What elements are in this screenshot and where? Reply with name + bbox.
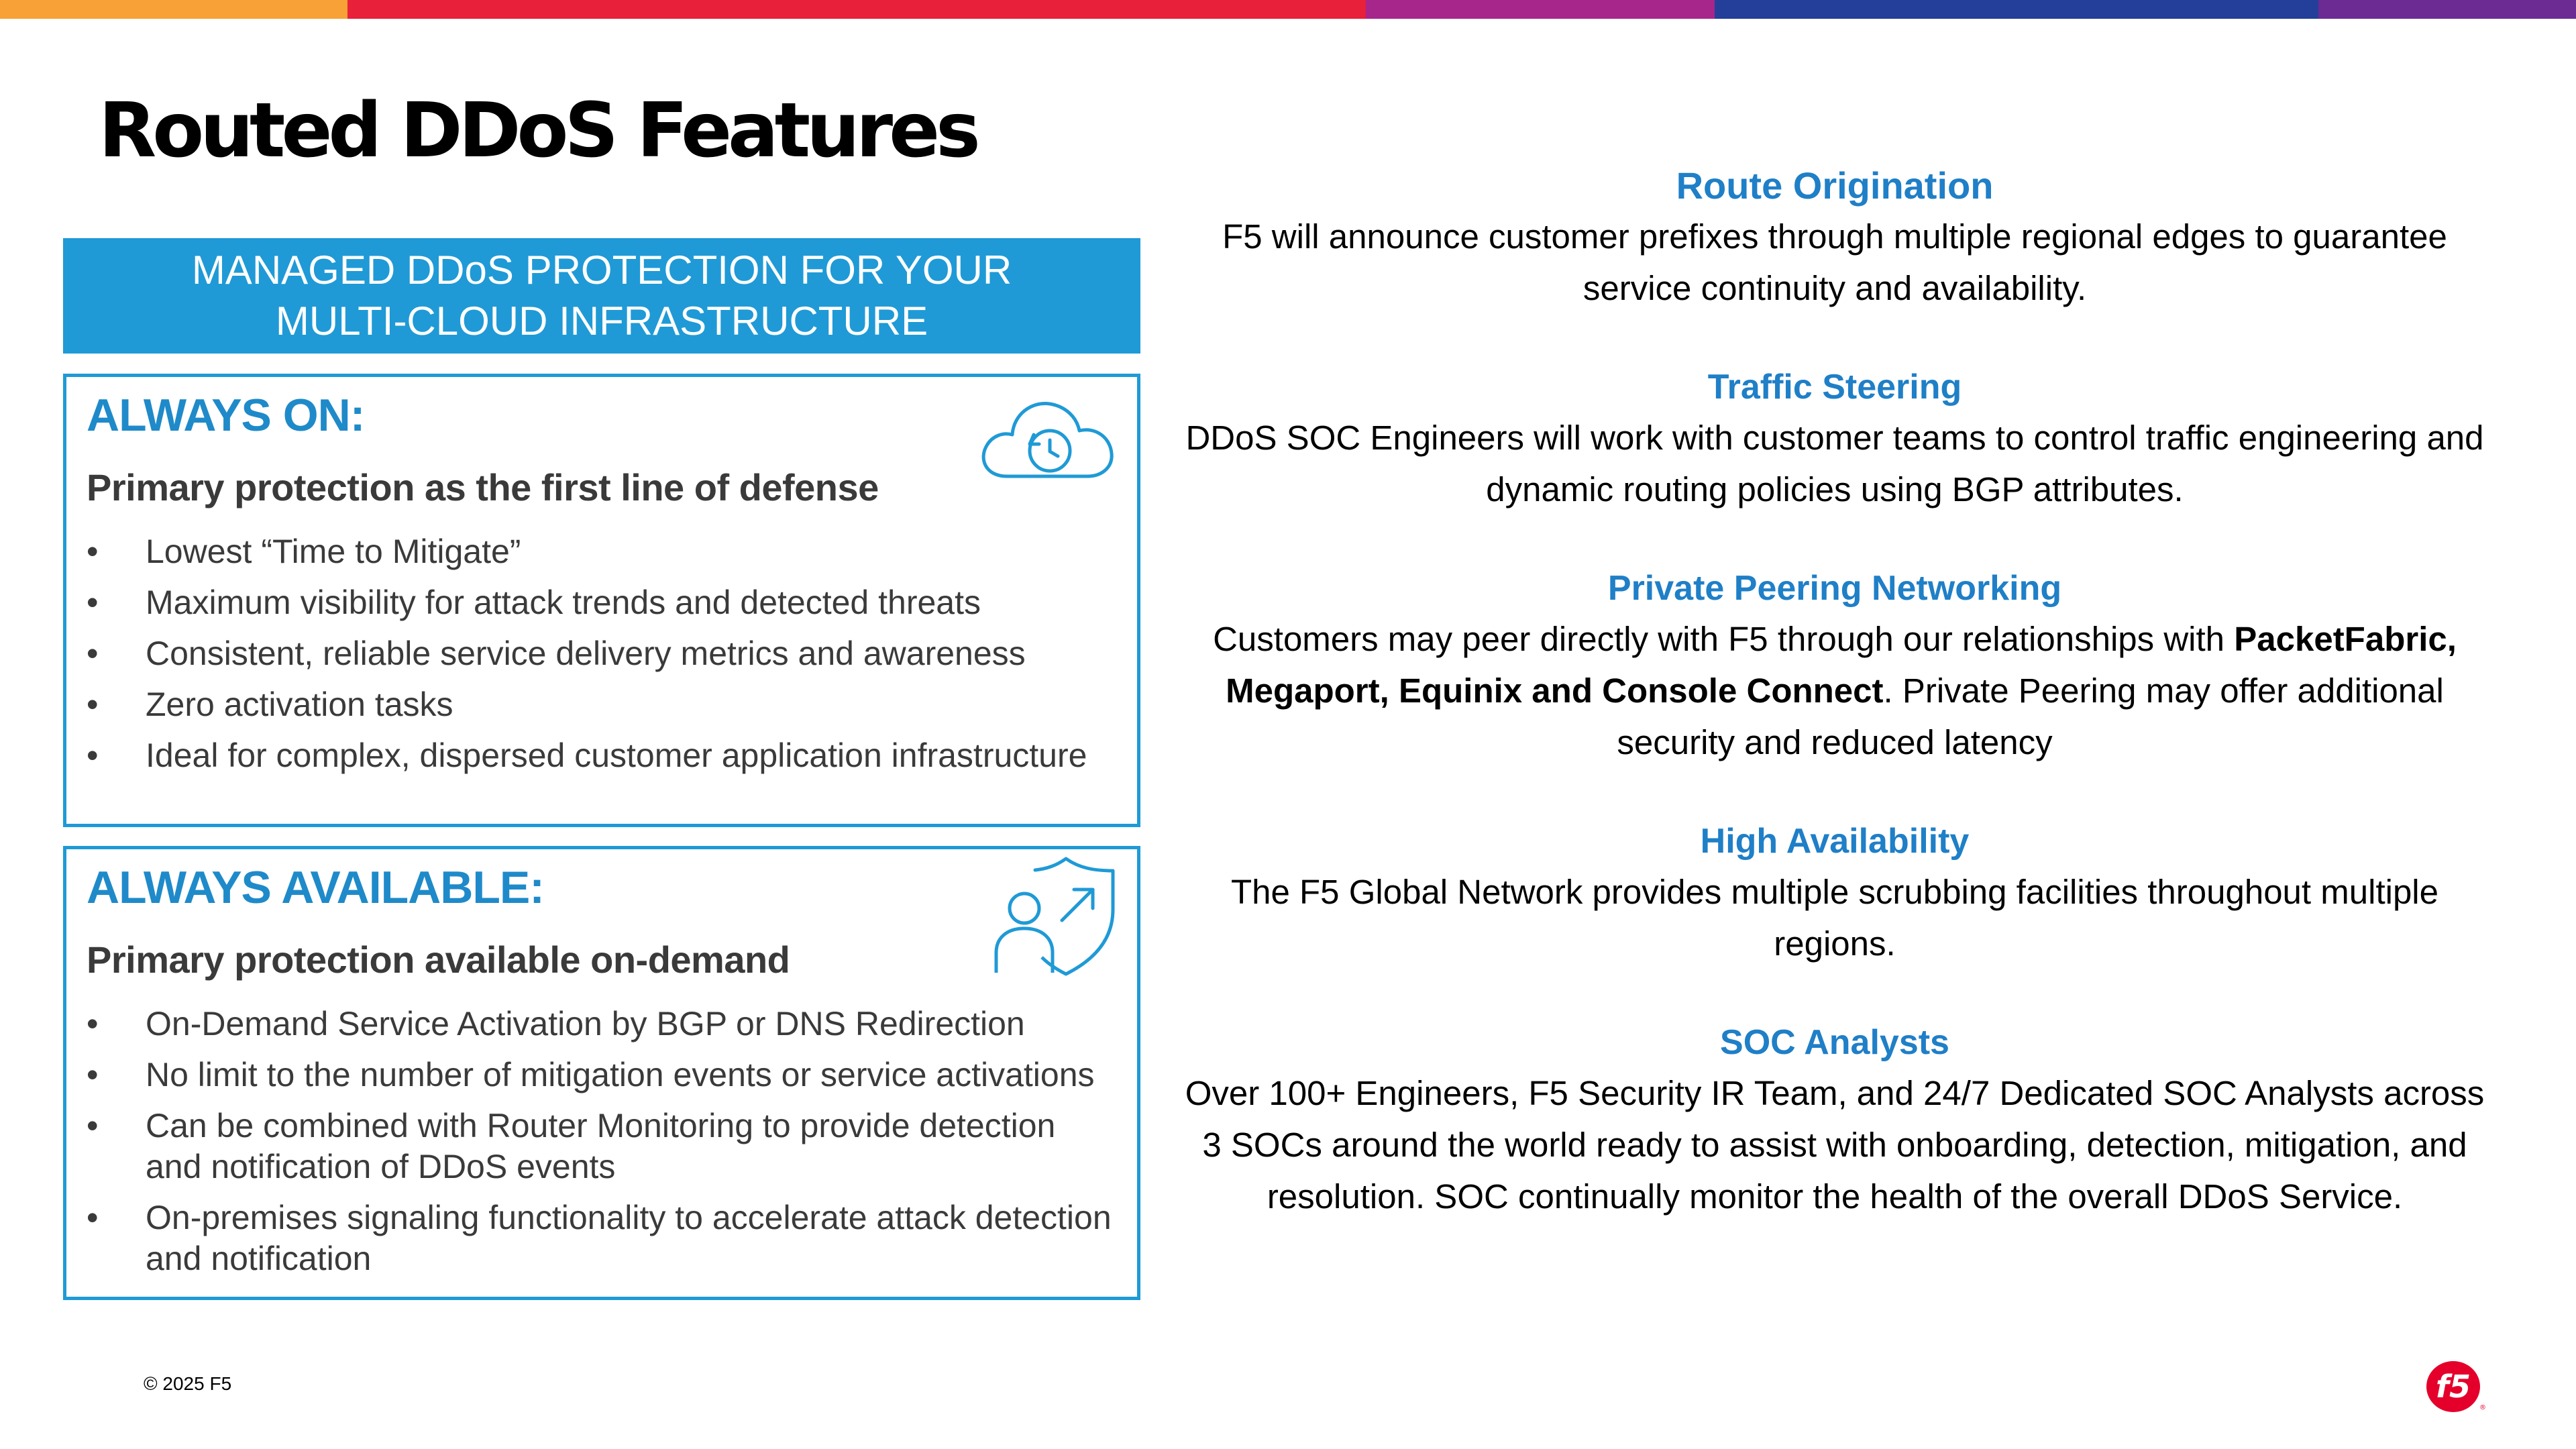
managed-ddos-banner [63,238,1140,354]
list-item [87,1055,1120,1095]
top-color-bar [0,0,2576,19]
always-on-heading: ALWAYS ON: [87,390,365,441]
banner-line-2: MULTI-CLOUD INFRASTRUCTURE [275,299,928,343]
bullet-marker: • [87,1056,99,1093]
list-item [87,684,1120,725]
feature-body: The F5 Global Network provides multiple scrubbing facilities throughout multiple regions. [1230,873,2439,963]
color-bar-segment [2318,0,2576,19]
bullet-marker: • [87,1107,99,1144]
banner-line-1: MANAGED DDoS PROTECTION FOR YOUR [191,248,1012,292]
feature-body-text: Customers may peer directly with F5 through our relationships with [1213,620,2235,658]
list-item [87,1004,1120,1044]
bullet-text: Can be combined with Router Monitoring to provide detection and notification of DDoS events [146,1107,1056,1185]
color-bar-segment [0,0,347,19]
feature-title: High Availability [1700,822,1970,861]
feature-body: DDoS SOC Engineers will work with customer teams to control traffic engineering and dynamic routing policies using BGP attributes. [1185,419,2484,508]
always-on-subheading: Primary protection as the first line of defense [87,466,879,508]
bullet-marker: • [87,1005,99,1042]
cloud-clock-icon [972,384,1120,491]
bullet-marker: • [87,584,99,621]
svg-text:®: ® [2479,1404,2486,1411]
bullet-marker: • [87,635,99,672]
list-item [87,1197,1120,1279]
bullet-marker: • [87,533,99,570]
feature-title: Traffic Steering [1707,368,1962,407]
copyright-text: © 2025 F5 [144,1373,232,1394]
always-available-subheading: Primary protection available on-demand [87,938,790,981]
feature-body: Over 100+ Engineers, F5 Security IR Team, and 24/7 Dedicated SOC Analysts across 3 SOCs around the world ready to assist with onboarding, detection, mitigation, and resolution. SOC continually monitor the health of the overall DDoS Service. [1185,1074,2485,1216]
user-shield-icon [992,853,1126,987]
bullet-text: Consistent, reliable service delivery metrics and awareness [146,635,1026,672]
list-item [87,735,1120,776]
color-bar-segment [1366,0,1715,19]
feature-body: F5 will announce customer prefixes through multiple regional edges to guarantee service continuity and availability. [1222,217,2447,307]
feature-body [1181,613,2489,768]
bullet-marker: • [87,737,99,774]
list-item [87,531,1120,572]
color-bar-segment [1715,0,2318,19]
bullet-text: On-Demand Service Activation by BGP or DNS Redirection [146,1005,1025,1042]
feature-body-text: . Private Peering may offer additional security and reduced latency [1617,672,2444,761]
always-on-bullet-list [87,531,1120,786]
bullet-text: Lowest “Time to Mitigate” [146,533,521,570]
features-column [1181,161,2489,1271]
feature-body-partners: PacketFabric, Megaport, Equinix and Console Connect [1226,620,2457,710]
feature-route-origination [1181,161,2489,314]
feature-title: SOC Analysts [1720,1023,1949,1062]
feature-traffic-steering [1181,362,2489,515]
always-available-heading: ALWAYS AVAILABLE: [87,862,544,913]
bullet-marker: • [87,686,99,723]
list-item [87,633,1120,674]
always-on-box [63,374,1140,827]
f5-logo-icon [2424,1360,2486,1413]
feature-high-availability [1181,816,2489,969]
bullet-text: Zero activation tasks [146,686,453,723]
always-available-box [63,846,1140,1300]
feature-soc-analysts [1181,1018,2489,1222]
color-bar-segment [347,0,1366,19]
list-item [87,1106,1120,1187]
always-available-bullet-list [87,1004,1120,1289]
f5-logo-text: f5 [2435,1368,2471,1405]
bullet-text: On-premises signaling functionality to accelerate attack detection and notification [146,1199,1112,1277]
feature-title: Route Origination [1676,164,1994,207]
bullet-marker: • [87,1199,99,1236]
feature-title: Private Peering Networking [1607,569,2062,608]
list-item [87,582,1120,623]
bullet-text: No limit to the number of mitigation events or service activations [146,1056,1095,1093]
feature-private-peering [1181,564,2489,768]
bullet-text: Ideal for complex, dispersed customer application infrastructure [146,737,1087,774]
bullet-text: Maximum visibility for attack trends and detected threats [146,584,981,621]
slide-title: Routed DDoS Features [99,87,977,174]
